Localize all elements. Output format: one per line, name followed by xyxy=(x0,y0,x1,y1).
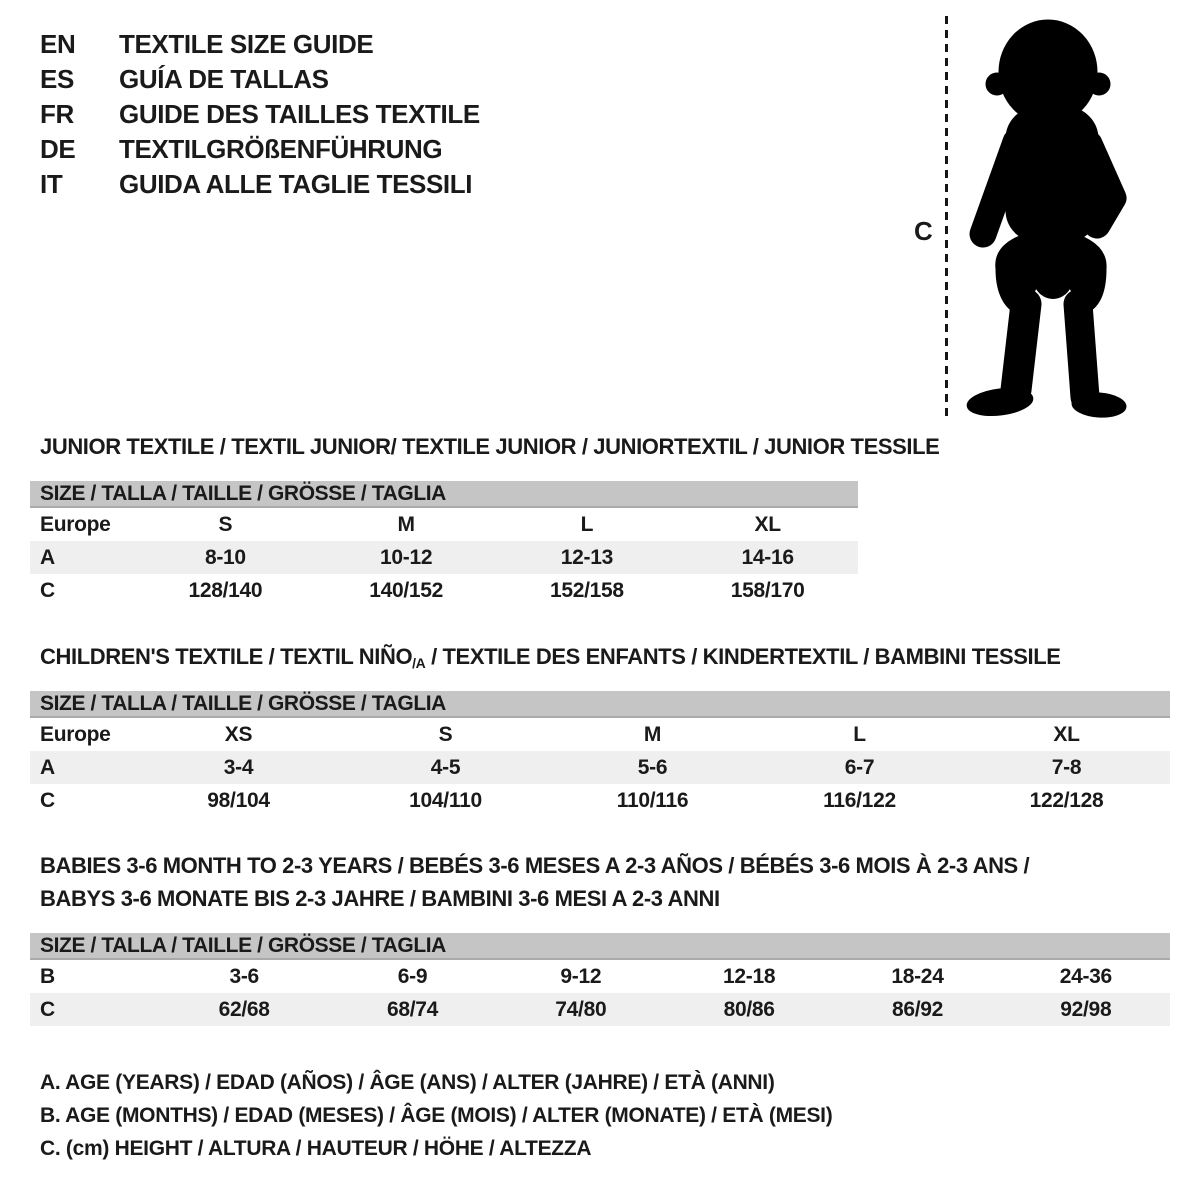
children-size-table xyxy=(30,691,1170,817)
value-cell: 158/170 xyxy=(730,578,805,602)
section-title-children-post: / TEXTILE DES ENFANTS / KINDERTEXTIL / BAMBINI TESSILE xyxy=(425,644,1061,669)
value-cell: 68/74 xyxy=(386,997,439,1021)
value-cell: 3-4 xyxy=(223,755,254,779)
size-cell: XL xyxy=(1053,722,1080,746)
size-cell: M xyxy=(397,512,415,536)
table-row xyxy=(30,718,1170,751)
lang-row xyxy=(40,62,480,97)
legend-line-c: C. (cm) HEIGHT / ALTURA / HAUTEUR / HÖHE / ALTEZZA xyxy=(40,1137,592,1160)
value-cell: 10-12 xyxy=(380,545,433,569)
toddler-silhouette-icon xyxy=(956,12,1141,427)
section-title-babies xyxy=(40,849,1029,915)
table-row xyxy=(30,784,1170,817)
row-label: A xyxy=(40,545,55,569)
table-row xyxy=(30,993,1170,1026)
lang-row xyxy=(40,167,480,202)
value-cell: 7-8 xyxy=(1051,755,1082,779)
lang-title: GUIDE DES TAILLES TEXTILE xyxy=(119,99,480,129)
value-cell: 104/110 xyxy=(409,788,482,812)
value-cell: 14-16 xyxy=(741,545,794,569)
section-title-children-sub: /A xyxy=(412,655,426,671)
value-cell: 5-6 xyxy=(637,755,668,779)
value-cell: 122/128 xyxy=(1029,788,1104,812)
size-cell: M xyxy=(643,722,662,746)
value-cell: 12-13 xyxy=(560,545,613,569)
value-cell: 18-24 xyxy=(891,964,944,988)
table-row xyxy=(30,574,858,607)
value-cell: 6-7 xyxy=(844,755,875,779)
row-label: A xyxy=(40,755,55,779)
value-cell: 3-6 xyxy=(229,964,259,988)
size-cell: L xyxy=(580,512,594,536)
lang-code: DE xyxy=(40,134,76,164)
legend-line-a: A. AGE (YEARS) / EDAD (AÑOS) / ÂGE (ANS) / ALTER (JAHRE) / ETÀ (ANNI) xyxy=(40,1071,775,1094)
value-cell: 140/152 xyxy=(369,578,444,602)
value-cell: 116/122 xyxy=(823,788,896,812)
lang-title: TEXTILGRÖßENFÜHRUNG xyxy=(119,134,443,164)
junior-size-table xyxy=(30,481,858,607)
section-title-babies-line1: BABIES 3-6 MONTH TO 2-3 YEARS / BEBÉS 3-6 MESES A 2-3 AÑOS / BÉBÉS 3-6 MOIS À 2-3 ANS / xyxy=(40,853,1030,878)
table-row xyxy=(30,508,858,541)
lang-row xyxy=(40,27,480,62)
value-cell: 80/86 xyxy=(723,997,775,1021)
lang-title: TEXTILE SIZE GUIDE xyxy=(119,29,374,59)
value-cell: 86/92 xyxy=(891,997,943,1021)
row-label: C xyxy=(40,997,55,1021)
section-title-children xyxy=(40,644,1061,671)
table-header-bar: SIZE / TALLA / TAILLE / GRÖSSE / TAGLIA xyxy=(30,691,1170,718)
value-cell: 152/158 xyxy=(549,578,624,602)
table-header-bar: SIZE / TALLA / TAILLE / GRÖSSE / TAGLIA xyxy=(30,933,1170,960)
legend xyxy=(40,1066,832,1165)
value-cell: 8-10 xyxy=(204,545,246,569)
value-cell: 128/140 xyxy=(188,578,263,602)
row-label: B xyxy=(40,964,55,988)
table-row xyxy=(30,960,1170,993)
table-header-bar: SIZE / TALLA / TAILLE / GRÖSSE / TAGLIA xyxy=(30,481,858,508)
height-dashed-line xyxy=(945,16,948,418)
section-title-children-pre: CHILDREN'S TEXTILE / TEXTIL NIÑO xyxy=(40,644,413,669)
babies-size-table xyxy=(30,933,1170,1026)
value-cell: 98/104 xyxy=(207,788,270,812)
size-cell: XL xyxy=(754,512,781,536)
row-label: C xyxy=(40,578,55,602)
value-cell: 110/116 xyxy=(616,788,689,812)
section-title-junior: JUNIOR TEXTILE / TEXTIL JUNIOR/ TEXTILE JUNIOR / JUNIORTEXTIL / JUNIOR TESSILE xyxy=(40,434,940,459)
lang-title: GUIDA ALLE TAGLIE TESSILI xyxy=(119,169,473,199)
lang-code: FR xyxy=(40,99,74,129)
lang-code: IT xyxy=(40,169,63,199)
value-cell: 4-5 xyxy=(430,755,461,779)
table-row xyxy=(30,751,1170,784)
lang-row xyxy=(40,97,480,132)
row-label: Europe xyxy=(40,722,111,746)
lang-code: ES xyxy=(40,64,74,94)
size-cell: S xyxy=(438,722,453,746)
lang-code: EN xyxy=(40,29,76,59)
lang-row xyxy=(40,132,480,167)
value-cell: 6-9 xyxy=(397,964,428,988)
lang-title: GUÍA DE TALLAS xyxy=(119,64,329,94)
value-cell: 9-12 xyxy=(560,964,602,988)
value-cell: 24-36 xyxy=(1059,964,1112,988)
value-cell: 92/98 xyxy=(1060,997,1112,1021)
figure-height-label: C xyxy=(914,216,933,246)
value-cell: 62/68 xyxy=(218,997,270,1021)
legend-line-b: B. AGE (MONTHS) / EDAD (MESES) / ÂGE (MOIS) / ALTER (MONATE) / ETÀ (MESI) xyxy=(40,1104,833,1127)
row-label: Europe xyxy=(40,512,111,536)
language-header xyxy=(40,27,480,202)
size-cell: L xyxy=(853,722,866,746)
value-cell: 12-18 xyxy=(723,964,776,988)
size-cell: XS xyxy=(224,722,253,746)
size-cell: S xyxy=(218,512,233,536)
section-title-babies-line2: BABYS 3-6 MONATE BIS 2-3 JAHRE / BAMBINI 3-6 MESI A 2-3 ANNI xyxy=(40,886,720,911)
table-row xyxy=(30,541,858,574)
row-label: C xyxy=(40,788,55,812)
value-cell: 74/80 xyxy=(555,997,607,1021)
